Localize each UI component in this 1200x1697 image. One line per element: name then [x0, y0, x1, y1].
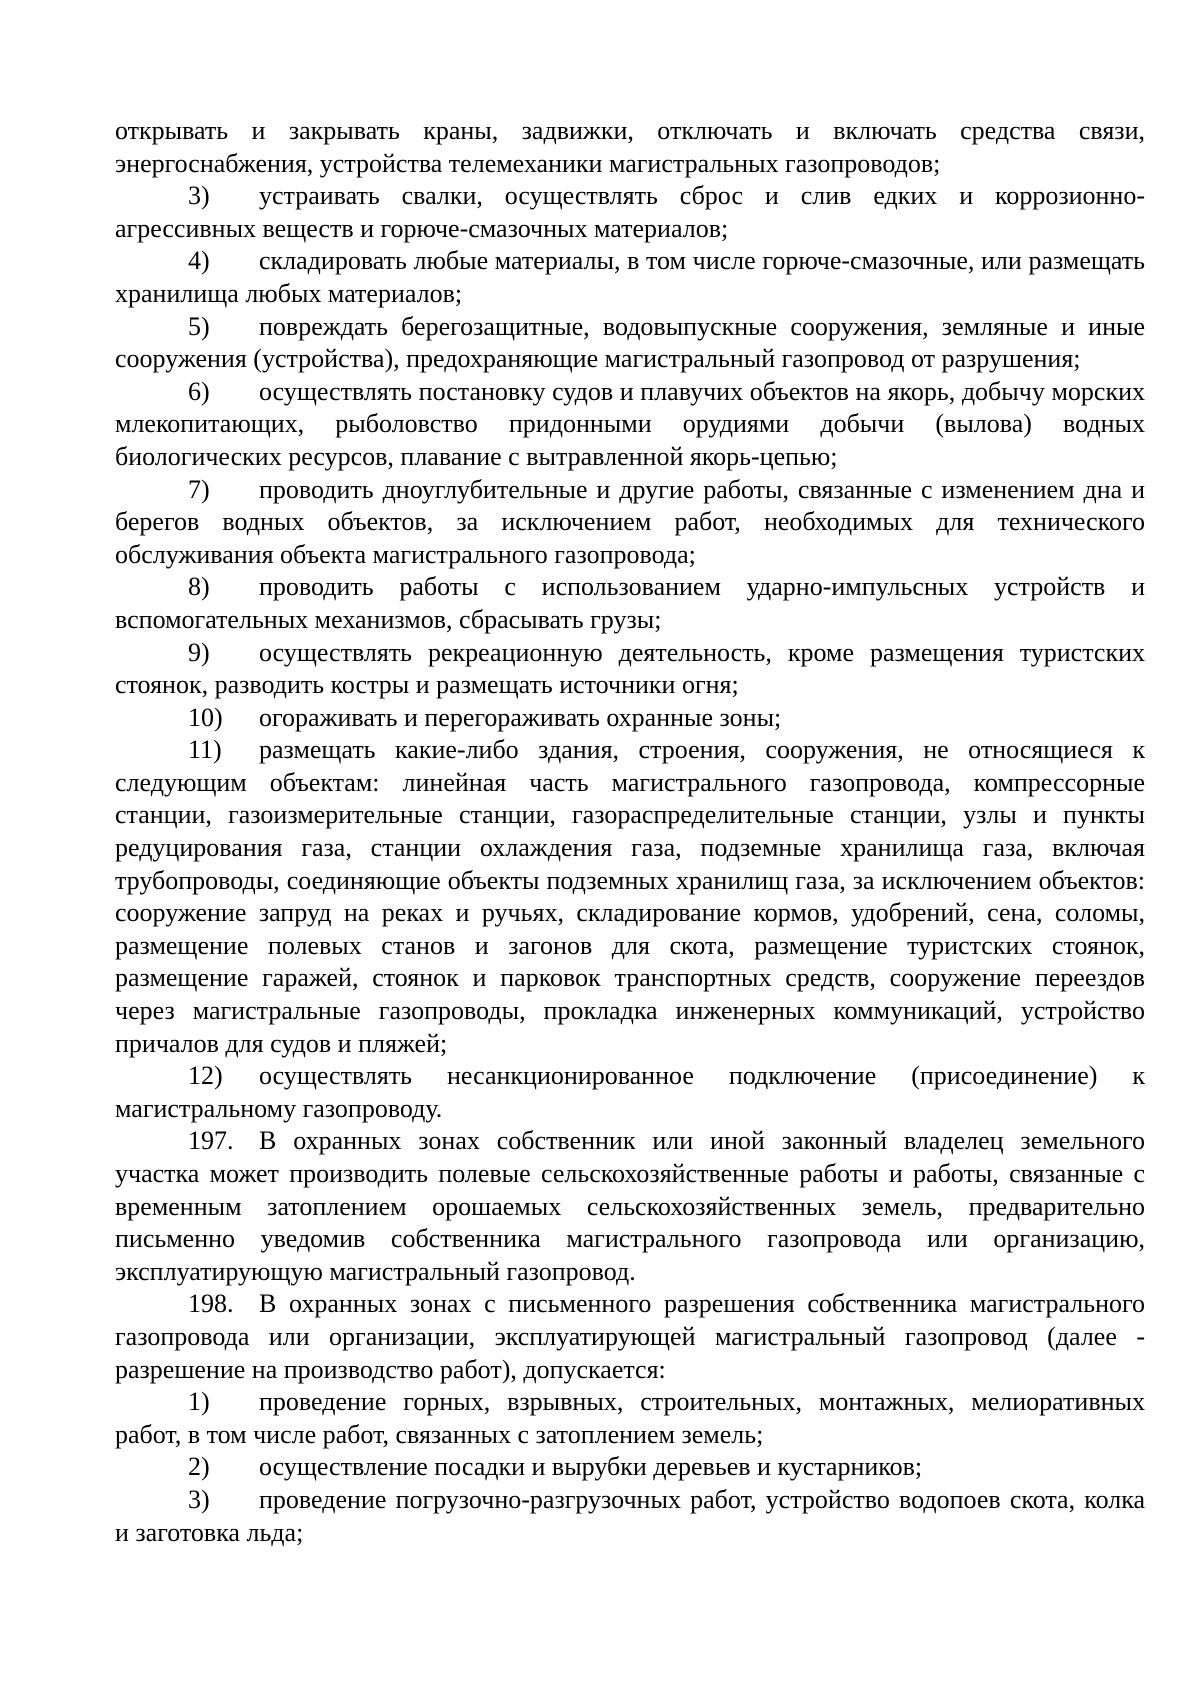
item-text: проводить работы с использованием ударно-импульсных устройств и вспомогательных механизмов, сбрасывать грузы; [115, 572, 1145, 634]
item-text: огораживать и перегораживать охранные зоны; [259, 702, 782, 732]
item-number: 5) [188, 311, 210, 341]
clause-number: 1) [188, 1387, 210, 1417]
list-item [115, 1060, 1145, 1125]
clause-text: В охранных зонах с письменного разрешения собственника магистрального газопровода или организации, эксплуатирующей магистральный газопровод (далее - разрешение на производство работ), допускается: [115, 1289, 1145, 1384]
paragraph-text: открывать и закрывать краны, задвижки, отключать и включать средства связи, энергоснабжения, устройства телемеханики магистральных газопроводов; [115, 116, 1145, 178]
clause-number: 198. [188, 1289, 234, 1319]
item-text: проведение погрузочно-разгрузочных работ, устройство водопоев скота, колка и заготовка льда; [115, 1484, 1145, 1547]
item-number: 2) [188, 1452, 210, 1482]
item-number: 6) [188, 376, 210, 406]
list-item [115, 376, 1145, 474]
item-text: осуществлять постановку судов и плавучих объектов на якорь, добычу морских млекопитающих, рыболовство придонными орудиями добычи (вылова) водных биологических ресурсов, плавание с вытравленной якорь-цепью; [115, 376, 1145, 471]
document-page [115, 115, 1145, 1582]
item-text: проводить дноуглубительные и другие работы, связанные с изменением дна и берегов водных объектов, за исключением работ, необходимых для технического обслуживания объекта магистрального газопровода; [115, 474, 1145, 569]
list-item [115, 702, 1145, 735]
item-text: осуществлять несанкционированное подключение (присоединение) к магистральному газопроводу. [115, 1061, 1145, 1123]
item-number: 4) [188, 246, 210, 276]
list-item [115, 180, 1145, 245]
list-item [115, 474, 1145, 572]
list-item [115, 1549, 1145, 1582]
clause [115, 1288, 1145, 1386]
list-item [115, 571, 1145, 636]
list-item [115, 245, 1145, 310]
clause [115, 1386, 1145, 1451]
item-number: 8) [188, 572, 210, 602]
clause-text: проведение горных, взрывных, строительных, монтажных, мелиоративных работ, в том числе работ, связанных с затоплением земель; [115, 1387, 1145, 1449]
item-text: осуществлять рекреационную деятельность, кроме размещения туристских стоянок, разводить костры и размещать источники огня; [115, 637, 1145, 700]
list-item [115, 1484, 1145, 1549]
item-number: 9) [188, 637, 210, 667]
item-text: повреждать берегозащитные, водовыпускные сооружения, земляные и иные сооружения (устройства), предохраняющие магистральный газопровод от разрушения; [115, 311, 1145, 374]
list-item [115, 311, 1145, 376]
item-text: В охранных зонах собственник или иной законный владелец земельного участка может производить полевые сельскохозяйственные работы и работы, связанные с временным затоплением орошаемых сельскохозяйственных земель, предварительно письменно уведомив собственника магистрального газопровода или организацию, эксплуатирующую магистральный газопровод. [115, 1126, 1145, 1286]
item-number: 3) [188, 181, 210, 211]
item-number: 197. [188, 1126, 234, 1156]
item-text: осуществление посадки и вырубки деревьев и кустарников; [259, 1452, 923, 1482]
item-text: размещать какие-либо здания, строения, сооружения, не относящиеся к следующим объектам: линейная часть магистрального газопровода, компрессорные станции, газоизмерительные станции, газораспределительные станции, узлы и пункты редуцирования газа, станции охлаждения газа, подземные хранилища газа, включая трубопроводы, соединяющие объекты подземных хранилищ газа, за исключением объектов: сооружение запруд на реках и ручьях, складирование кормов, удобрений, сена, соломы, размещение полевых станов и загонов для скота, размещение туристских стоянок, размещение гаражей, стоянок и парковок транспортных средств, сооружение переездов через магистральные газопроводы, прокладка инженерных коммуникаций, устройство причалов для судов и пляжей; [115, 735, 1145, 1058]
item-text: устраивать свалки, осуществлять сброс и слив едких и коррозионно-агрессивных веществ и горюче-смазочных материалов; [115, 181, 1145, 243]
item-number: 12) [188, 1061, 223, 1091]
paragraph-continuation [115, 115, 1145, 180]
list-item [115, 734, 1145, 1060]
list-item [115, 637, 1145, 702]
list-item [115, 1451, 1145, 1484]
item-number: 11) [188, 735, 222, 765]
list-item [115, 1125, 1145, 1288]
item-number: 3) [188, 1484, 210, 1514]
item-text: складировать любые материалы, в том числе горюче-смазочные, или размещать хранилища любых материалов; [115, 246, 1145, 308]
item-number: 10) [188, 702, 223, 732]
item-number: 7) [188, 474, 210, 504]
